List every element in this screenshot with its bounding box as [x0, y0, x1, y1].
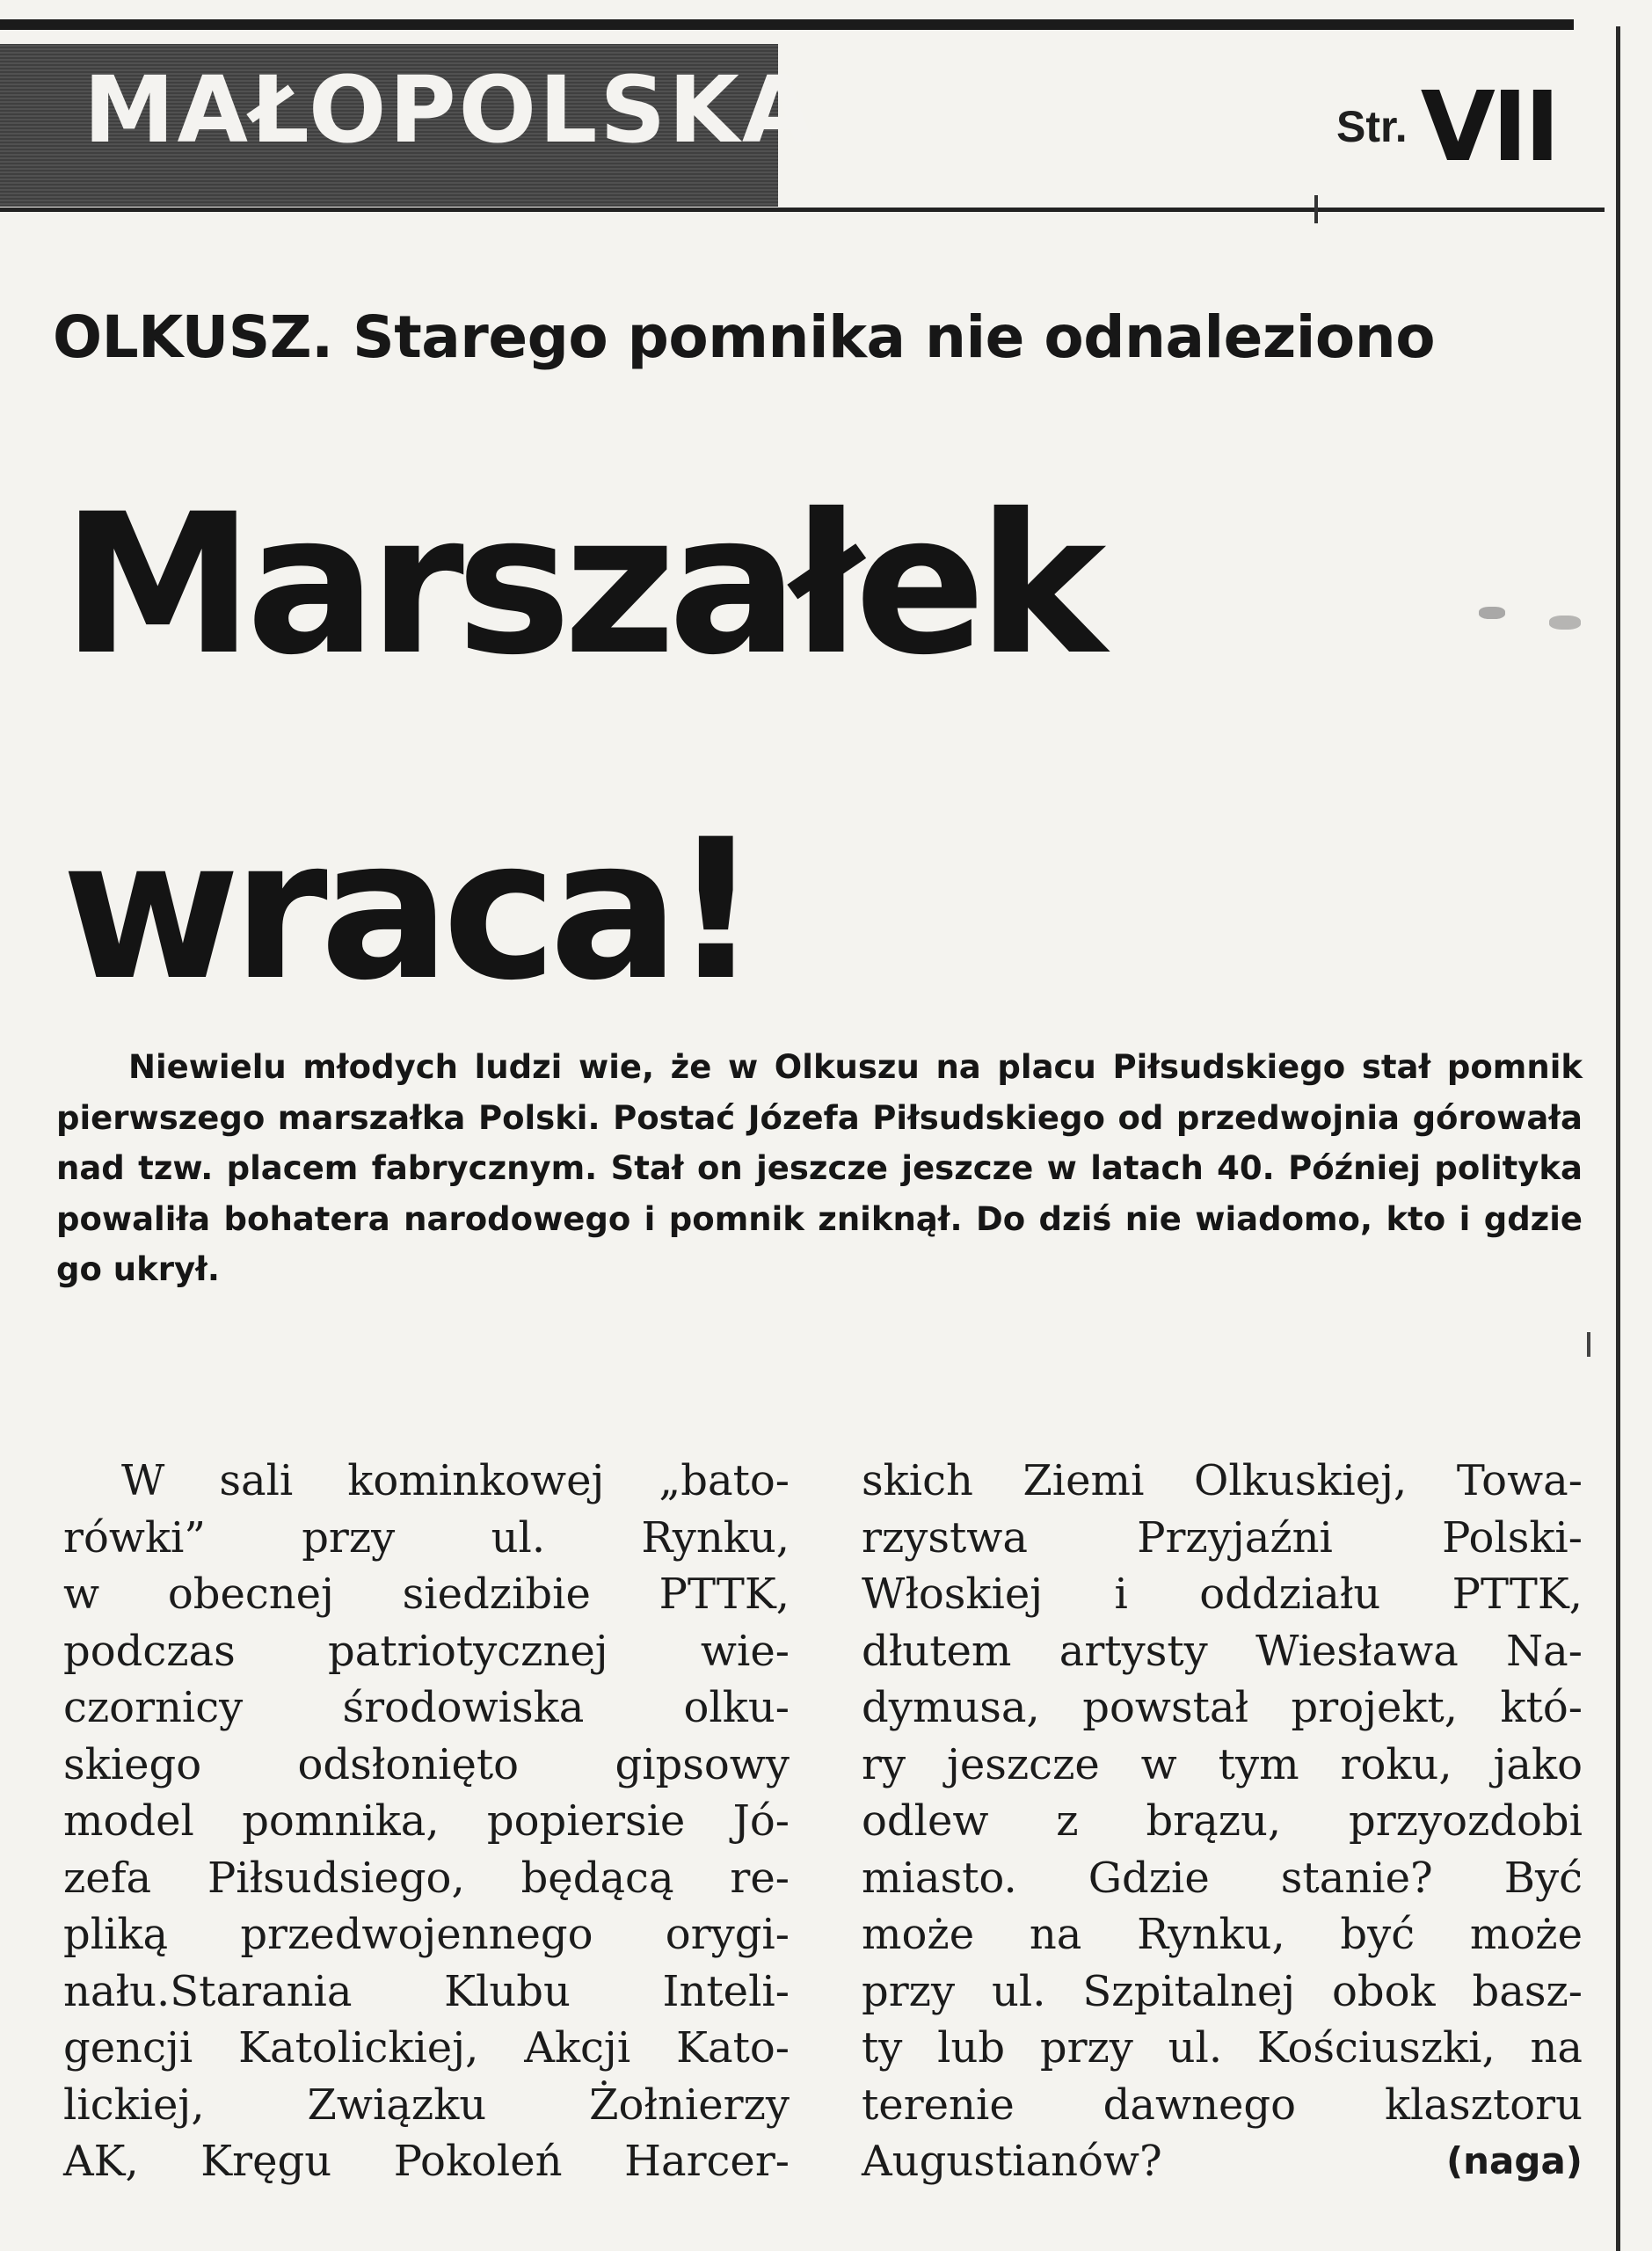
- body-line: terenie dawnego klasztoru: [862, 2080, 1583, 2130]
- body-line: AK, Kręgu Pokoleń Harcer-: [63, 2137, 790, 2186]
- lead-text: Niewielu młodych ludzi wie, że w Olkuszu na placu Piłsudskiego stał pomnik pierwszego marszałka Polski. Postać Józefa Piłsudskiego od przedwojnia górowała nad tzw. placem fabrycznym. Stał on jeszcze jeszcze w latach 40. Później polityka powaliła bohatera narodowego i pomnik zniknął. Do dziś nie wiadomo, kto i gdzie go ukrył.: [56, 1048, 1583, 1288]
- body-line: ry jeszcze w tym roku, jako: [862, 1739, 1583, 1789]
- body-line: odlew z brązu, przyozdobi: [862, 1796, 1583, 1846]
- body-line: ty lub przy ul. Kościuszki, na: [862, 2023, 1583, 2073]
- headline-line-2: wraca!: [62, 798, 753, 1023]
- article-lead: [56, 1042, 1583, 1295]
- body-line: Augustianów?: [862, 2137, 1162, 2186]
- right-margin-rule: [1616, 26, 1620, 2251]
- body-line: zefa Piłsudsiego, będącą re-: [63, 1853, 790, 1903]
- author-signature: (naga): [1445, 2139, 1583, 2182]
- header-rule: [0, 208, 1605, 212]
- section-title: MAŁOPOLSKA: [84, 56, 816, 164]
- body-line: przy ul. Szpitalnej obok basz-: [862, 1966, 1583, 2016]
- body-line: gencji Katolickiej, Akcji Kato-: [63, 2023, 790, 2073]
- body-column-right: [862, 1453, 1583, 2190]
- page-prefix: Str.: [1336, 102, 1408, 151]
- body-column-left: [63, 1453, 790, 2190]
- body-line: może na Rynku, być może: [862, 1910, 1583, 1959]
- body-line: czornicy środowiska olku-: [63, 1683, 790, 1732]
- headline-line-1: Marszałek: [62, 472, 1099, 697]
- body-line: skich Ziemi Olkuskiej, Towa-: [862, 1456, 1583, 1505]
- body-line: miasto. Gdzie stanie? Być: [862, 1853, 1583, 1903]
- body-line: lickiej, Związku Żołnierzy: [63, 2080, 790, 2130]
- body-line: rówki” przy ul. Rynku,: [63, 1512, 790, 1563]
- body-line: podczas patriotycznej wie-: [63, 1626, 790, 1676]
- body-line: dymusa, powstał projekt, któ-: [862, 1683, 1583, 1732]
- body-line: model pomnika, popiersie Jó-: [63, 1796, 790, 1846]
- body-line: W sali kominkowej „bato-: [121, 1456, 790, 1505]
- article-headline: [62, 422, 1099, 1073]
- scan-speck: [1479, 607, 1505, 619]
- scan-speck: [1314, 195, 1318, 223]
- top-rule: [0, 19, 1574, 30]
- body-line: Włoskiej i oddziału PTTK,: [862, 1570, 1583, 1619]
- scan-speck: [1587, 1332, 1590, 1357]
- article-kicker: OLKUSZ. Starego pomnika nie odnaleziono: [53, 303, 1436, 371]
- body-line: rzystwa Przyjaźni Polski-: [862, 1512, 1583, 1563]
- page-number: VII: [1420, 70, 1557, 183]
- body-line: dłutem artysty Wiesława Na-: [862, 1626, 1583, 1676]
- body-last-line: [862, 2133, 1583, 2190]
- body-line: w obecnej siedzibie PTTK,: [63, 1570, 790, 1619]
- body-line: pliką przedwojennego orygi-: [63, 1910, 790, 1959]
- body-line: nału.Starania Klubu Inteli-: [63, 1966, 790, 2016]
- page-reference: [1336, 70, 1557, 183]
- scan-speck: [1549, 616, 1581, 630]
- body-line: skiego odsłonięto gipsowy: [63, 1739, 790, 1789]
